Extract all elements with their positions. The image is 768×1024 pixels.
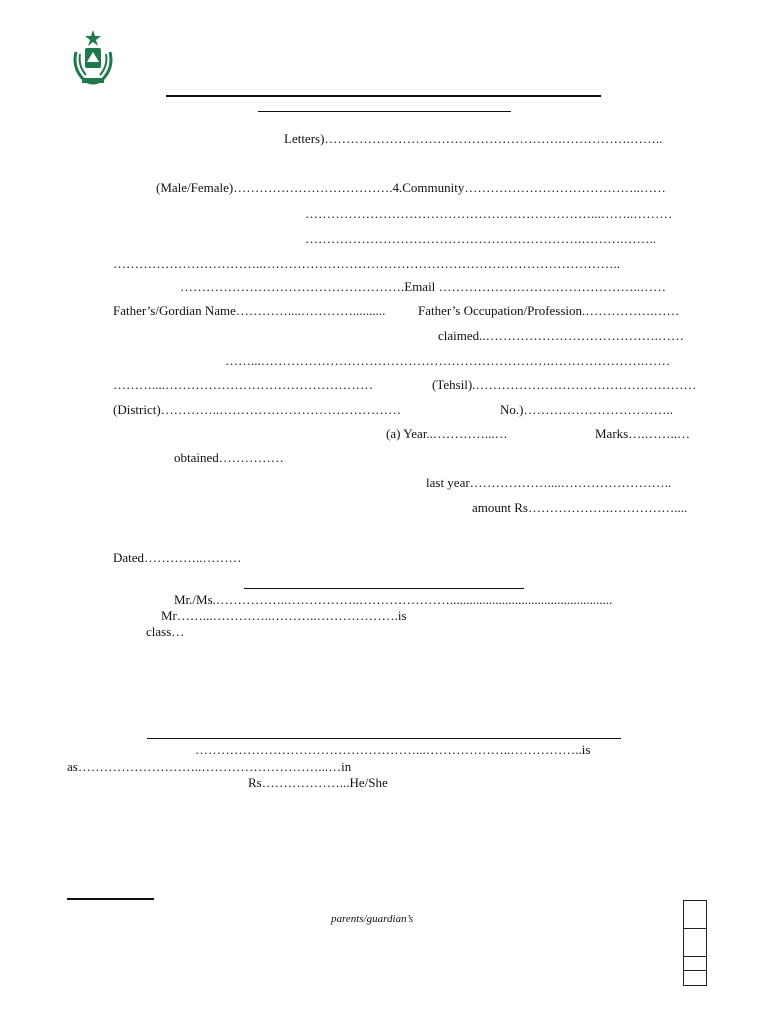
amount-field: amount Rs……………….…………….... bbox=[472, 500, 688, 515]
certificate-rule bbox=[244, 588, 524, 589]
signature-label: parents/guardian’s bbox=[331, 913, 414, 925]
statement-line-1: ……………………………………………...………………..……………..is bbox=[195, 742, 591, 757]
email-line: …………………………………………….Email ………………………………………..…… bbox=[180, 279, 667, 294]
class-line: class… bbox=[146, 624, 185, 639]
blank-line-4: ……...………………………………………………………….………………….…… bbox=[225, 353, 671, 368]
year-field: (a) Year..…………...… bbox=[386, 426, 508, 441]
signature-rule bbox=[67, 898, 154, 900]
header-rule-long bbox=[166, 95, 601, 97]
letters-line: Letters)……………………………………………….…………….…….. bbox=[284, 131, 663, 146]
blank-line-5: ………....………………………………………… bbox=[113, 377, 373, 392]
mr-line: Mr……...…………..………..……………….is bbox=[161, 608, 407, 623]
grid-cell bbox=[684, 957, 706, 971]
number-field: No.)…………………………….. bbox=[500, 402, 673, 417]
grid-cell bbox=[684, 901, 706, 929]
father-name-field: Father’s/Gordian Name…………....………….......... bbox=[113, 303, 386, 318]
obtained-field: obtained…………… bbox=[174, 450, 284, 465]
claimed-line: claimed..………………………………….…… bbox=[438, 328, 684, 343]
statement-line-2: as………………………..………………………...…in bbox=[67, 759, 352, 774]
blank-line-3: ……………………………..……………………………………………………………………….. bbox=[113, 256, 620, 271]
tehsil-field: (Tehsil).…………………………………………… bbox=[432, 377, 697, 392]
statement-line-3: Rs………………...He/She bbox=[248, 775, 388, 790]
gender-community-line: (Male/Female)……………………………….4.Community…………………………………..…… bbox=[156, 180, 666, 195]
blank-line-1: …………………………………………………………...……..……… bbox=[305, 206, 673, 221]
last-year-field: last year………………....…………………….. bbox=[426, 475, 672, 490]
grid-cell bbox=[684, 929, 706, 957]
district-field: (District)…………..…………………………………… bbox=[113, 402, 402, 417]
statement-rule bbox=[147, 738, 621, 739]
mr-ms-line: Mr./Ms.……………..……………..………………….................................................. bbox=[174, 592, 613, 607]
grid-cell bbox=[684, 971, 706, 984]
side-grid-box bbox=[683, 900, 707, 986]
header-rule-short bbox=[258, 111, 511, 112]
dated-field: Dated…………..……… bbox=[113, 550, 242, 565]
government-emblem-icon bbox=[66, 28, 120, 88]
blank-line-2: ……………………………………………………….……….…….. bbox=[305, 231, 656, 246]
marks-field: Marks….……..… bbox=[595, 426, 690, 441]
father-occupation-field: Father’s Occupation/Profession.…………….…… bbox=[418, 303, 680, 318]
